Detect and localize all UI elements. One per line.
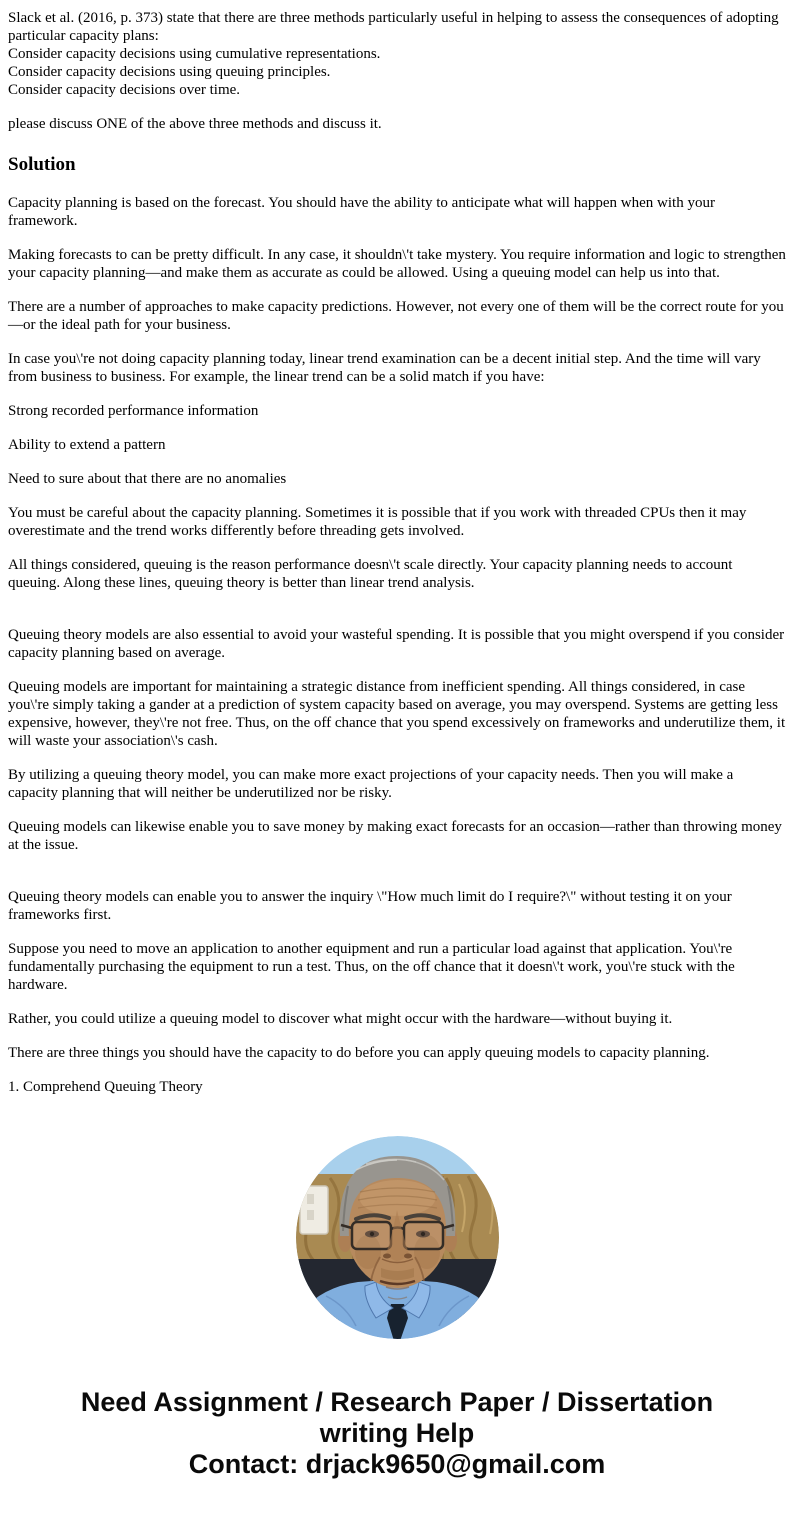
portrait-photo-drawing [296, 1136, 499, 1339]
solution-paragraph: There are a number of approaches to make capacity predictions. However, not every one of them will be the correct route for you—or the ideal path for your business. [8, 299, 784, 333]
question-prompt: please discuss ONE of the above three methods and discuss it. [8, 116, 382, 132]
solution-paragraph: All things considered, queuing is the reason performance doesn\'t scale directly. Your capacity planning needs to account queuing. Along these lines, queuing theory is better than linear trend analysis. [8, 557, 733, 591]
portrait-photo [296, 1136, 499, 1339]
solution-heading: Solution [8, 154, 76, 175]
solution-paragraph: Rather, you could utilize a queuing model to discover what might occur with the hardware—without buying it. [8, 1011, 673, 1027]
portrait-photo-container [8, 1136, 786, 1339]
solution-paragraph: Queuing models are important for maintaining a strategic distance from inefficient spending. All things considered, in case you\'re simply taking a gander at a prediction of system capacity based on average, you may overspend. Systems are getting less expensive, however, they\'re not free. Thus, on the off chance that you spend excessively on frameworks and underutilize them, it will waste your association\'s cash. [8, 679, 786, 749]
solution-paragraph: In case you\'re not doing capacity planning today, linear trend examination can be a decent initial step. And the time will vary from business to business. For example, the linear trend can be a solid match if you have: [8, 351, 761, 385]
solution-paragraph: Queuing models can likewise enable you to save money by making exact forecasts for an occasion—rather than throwing money at the issue. [8, 819, 782, 853]
solution-paragraph: Queuing theory models can enable you to answer the inquiry \"How much limit do I require?\" without testing it on your frameworks first. [8, 889, 732, 923]
solution-paragraph: Queuing theory models are also essential to avoid your wasteful spending. It is possible that you might overspend if you consider capacity planning based on average. [8, 627, 785, 661]
footer-banner [8, 1387, 786, 1480]
question-method-3: Consider capacity decisions over time. [8, 82, 241, 98]
solution-paragraph: Capacity planning is based on the forecast. You should have the ability to anticipate what will happen when with your framework. [8, 195, 715, 229]
solution-list-item: Ability to extend a pattern [8, 437, 166, 453]
footer-line-1: Need Assignment / Research Paper / Dissertation [80, 1387, 714, 1417]
question-method-2: Consider capacity decisions using queuing principles. [8, 64, 331, 80]
footer-line-2: writing Help [319, 1418, 475, 1448]
question-block [8, 9, 786, 133]
footer-contact-email: Contact: drjack9650@gmail.com [188, 1449, 606, 1479]
solution-paragraph: By utilizing a queuing theory model, you can make more exact projections of your capacity needs. Then you will make a capacity planning that will neither be underutilized nor be risky. [8, 767, 734, 801]
solution-paragraph: You must be careful about the capacity planning. Sometimes it is possible that if you work with threaded CPUs then it may overestimate and the trend works differently before threading gets involved. [8, 505, 747, 539]
solution-paragraph: Making forecasts to can be pretty difficult. In any case, it shouldn\'t take mystery. You require information and logic to strengthen your capacity planning—and make them as accurate as could be allowed. Using a queuing model can help us into that. [8, 247, 786, 281]
solution-paragraph: Suppose you need to move an application to another equipment and run a particular load against that application. You\'re fundamentally purchasing the equipment to run a test. Thus, on the off chance that it doesn\'t work, you\'re stuck with the hardware. [8, 941, 735, 993]
solution-list-item: Need to sure about that there are no anomalies [8, 471, 287, 487]
solution-list-item: Strong recorded performance information [8, 403, 259, 419]
solution-paragraph: There are three things you should have the capacity to do before you can apply queuing models to capacity planning. [8, 1045, 710, 1061]
question-method-1: Consider capacity decisions using cumulative representations. [8, 46, 381, 62]
question-intro: Slack et al. (2016, p. 373) state that there are three methods particularly useful in helping to assess the consequences of adopting particular capacity plans: [8, 10, 779, 44]
solution-body [8, 194, 786, 1096]
solution-numbered-heading: 1. Comprehend Queuing Theory [8, 1079, 203, 1095]
